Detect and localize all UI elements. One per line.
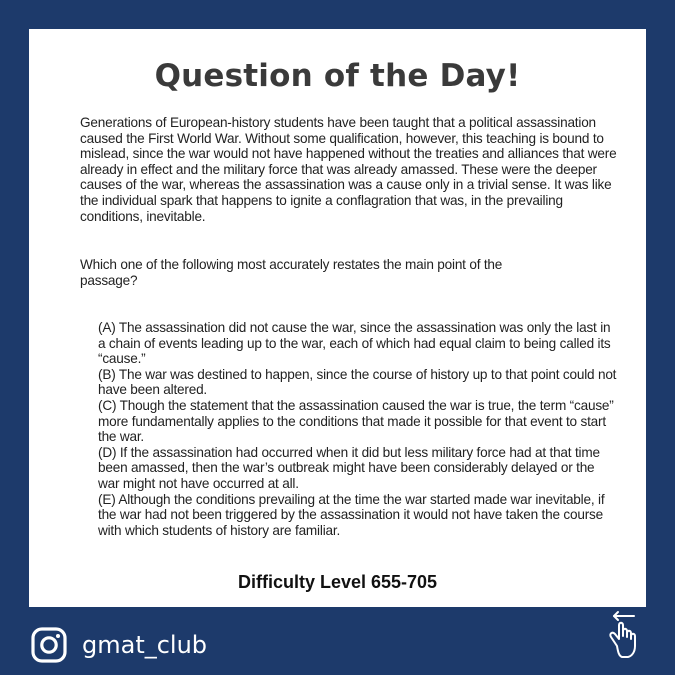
option-c: (C) Though the statement that the assassination caused the war is true, the term “cause” more fundamentally applies to the conditions that made it possible for that event to start the war.: [98, 397, 614, 445]
option-a: (A) The assassination did not cause the war, since the assassination was only the last in a chain of events leading up to the war, each of which had equal claim to being called its “cause.”: [98, 320, 611, 367]
option-b: (B) The war was destined to happen, since the course of history up to that point could not have been altered.: [98, 366, 617, 398]
option-d: (D) If the assassination had occurred when it did but less military force had at that time been amassed, then the war’s outbreak might have been considerably delayed or the war might not have occurred at all.: [98, 444, 600, 491]
option-e: (E) Although the conditions prevailing at the time the war started made war inevitable, if the war had not been triggered by the assassination it would not have taken the course with which students of history are familiar.: [98, 491, 605, 538]
swipe-hand-icon: [600, 608, 646, 664]
answer-options: [98, 320, 618, 538]
instagram-icon: [30, 626, 68, 664]
social-handle[interactable]: [30, 625, 207, 665]
handle-text: gmat_club: [82, 631, 208, 659]
passage-text: Generations of European-history students have been taught that a political assassination caused the First World War. Without some qualification, however, this teaching is bound to mislead, since the war would not have happened without the treaties and alliances that were already in effect and the military force that was already amassed. These were the deeper causes of the war, whereas the assassination was a cause only in a trivial sense. It was like the individual spark that happens to ignite a conflagration that was, in the prevailing conditions, inevitable.: [80, 115, 617, 224]
page-title: Question of the Day!: [154, 58, 521, 94]
difficulty-level: Difficulty Level 655-705: [237, 572, 438, 592]
question-stem: Which one of the following most accurately restates the main point of the passage?: [80, 257, 503, 288]
